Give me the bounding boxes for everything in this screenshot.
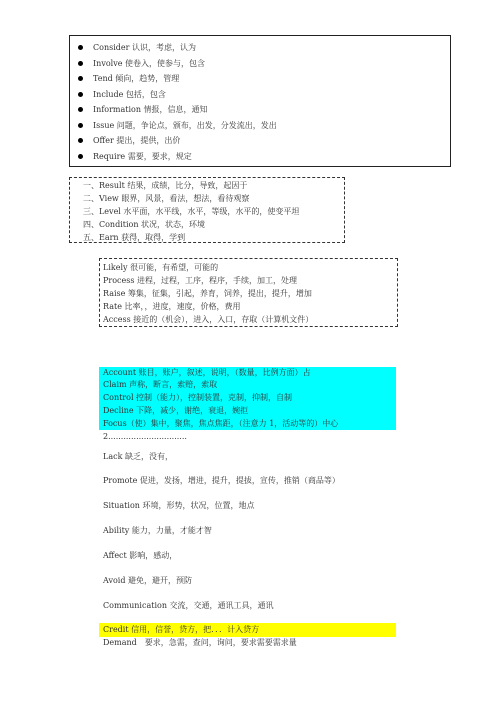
vocab-entry: Affect 影响，感动， [103,551,178,560]
bullet-dot-icon [78,92,83,97]
vocab-entry: Avoid 避免，避开，预防 [103,576,193,585]
bullet-dot-icon [78,154,83,159]
vocab-line: Rate 比率，，进度，速度，价格，费用 [103,302,241,311]
list-item-text: Issue 问题，争论点，颁布，出发，分发流出，发出 [93,120,277,130]
bullet-list-box [69,35,451,167]
vocab-line: Control 控制（能力），控制装置，克制，抑制，自制 [103,393,293,402]
bullet-dot-icon [78,61,83,66]
list-item-text: Information 情报，信息，通知 [93,105,208,114]
vocab-line: Decline 下降，减少，谢绝，衰退，婉拒 [103,406,249,415]
vocab-line: Raise 筹集，征集，引起，养育，饲养，提出，提升，增加 [103,289,312,298]
vocab-entry: Communication 交流，交通，通讯工具，通讯 [103,601,274,610]
vocab-entry: Promote 促进，发扬，增进，提升，提拔，宣传，推销（商品等） [103,476,340,485]
vocab-line: 四、Condition 状况，状态，环境 [83,220,206,229]
list-item-text: Include 包括，包含 [93,89,166,99]
vocab-line: 一、Result 结果，成绩，比分，导致，起因于 [83,181,248,190]
list-item-text: Tend 倾向，趋势，管理 [93,74,180,83]
vocab-line: Process 进程，过程，工序，程序，手续，加工，处理 [103,276,297,285]
vocab-line: Claim 声称，断言，索赔，索取 [103,380,218,389]
vocab-entry: Ability 能力，力量，才能才智 [103,526,212,535]
vocab-entry: Lack 缺乏，没有， [103,452,173,461]
bullet-dot-icon [78,45,83,50]
list-item-text: Require 需要，要求，规定 [93,151,192,161]
bullet-dot-icon [78,107,83,112]
vocab-line: Access 接近的（机会），进入，入口，存取（计算机文件） [103,315,314,324]
vocab-line: Focus（使）集中，聚焦，焦点焦距，（注意力 1，活动等的）中心 [103,419,339,428]
vocab-line: Likely 很可能，有希望，可能的 [103,263,219,272]
vocab-line: 五、Earn 获得，取得，学到 [83,233,186,242]
list-item-text: Consider 认识，考虑，认为 [93,43,196,52]
section-separator: 2............................... [103,432,187,441]
bullet-dot-icon [78,76,83,81]
vocab-entry: Demand 要求，急需，查问，询问，要求需要需求量 [103,638,297,647]
list-item-text: Offer 提出，提供，出价 [93,136,181,145]
vocab-entry: Situation 环境，形势，状况，位置，地点 [103,501,255,510]
list-item-text: Involve 使卷入，使参与，包含 [93,58,206,68]
bullet-dot-icon [78,123,83,128]
vocab-line: Account 账目，账户，叙述，说明，（数量，比例方面）占 [103,368,311,377]
vocab-line: 三、Level 水平面，水平线，水平，等级，水平的，使变平坦 [83,207,300,216]
bullet-dot-icon [78,138,83,143]
vocab-entry: Credit 信用，信誉，贷方，把．．．计入贷方 [103,625,260,634]
vocab-line: 二、View 眼界，风景，看法，想法，看待观察 [83,194,250,203]
